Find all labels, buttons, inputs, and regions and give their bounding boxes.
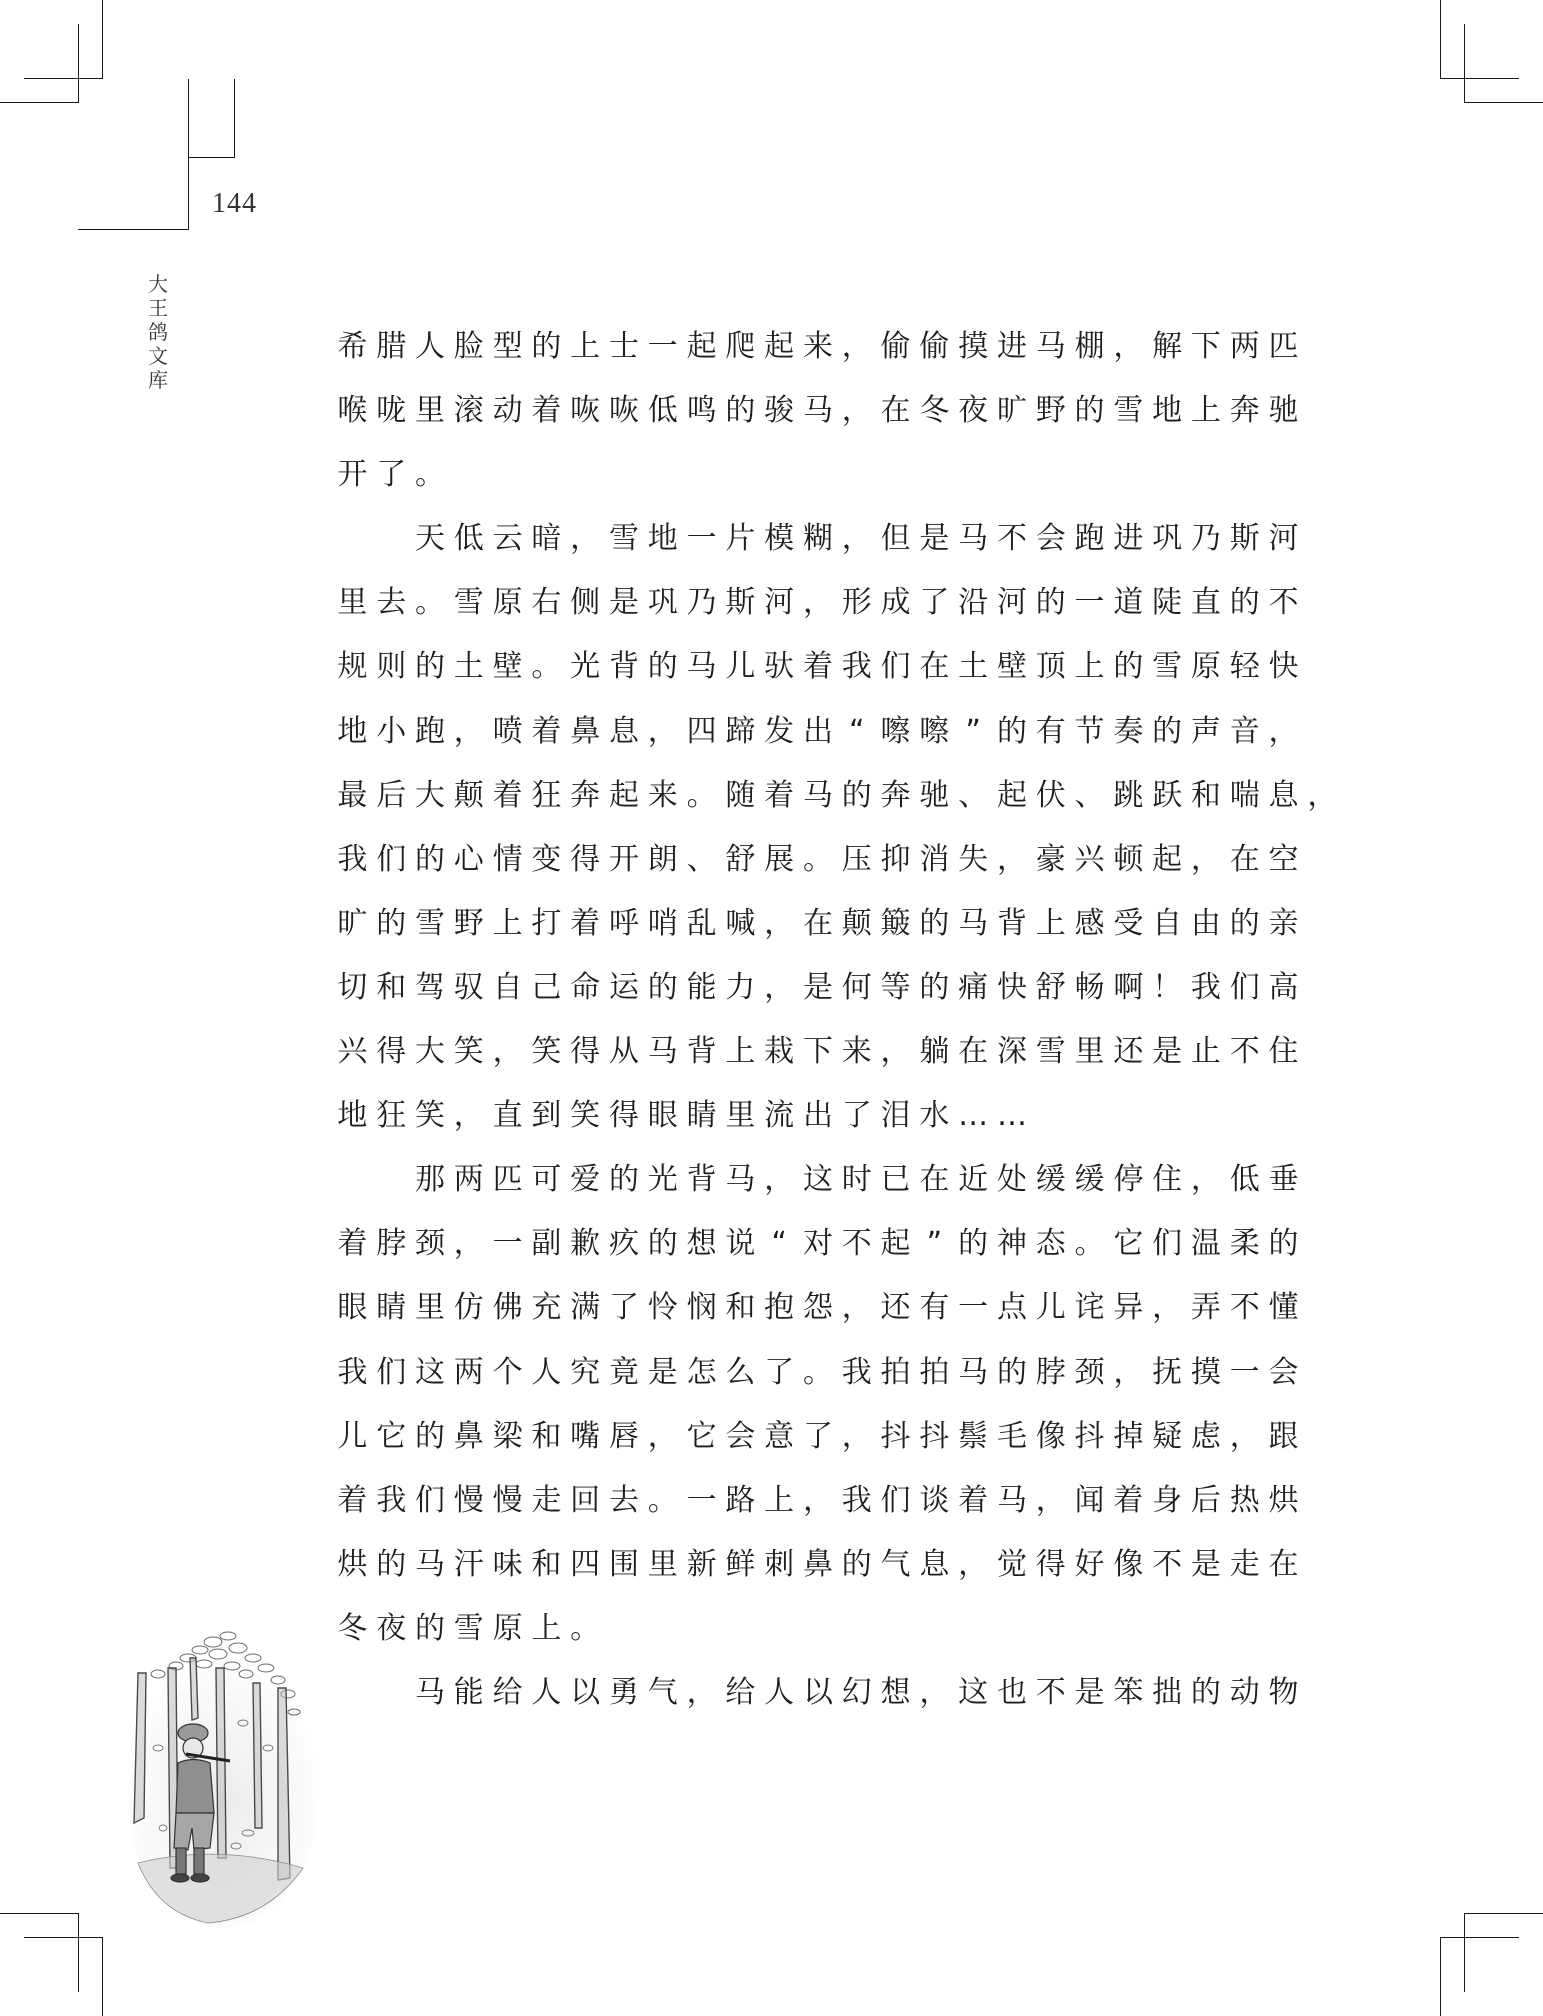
text-line: 开 了 。 <box>337 457 445 493</box>
boy-flute-forest-illustration <box>118 1628 323 1928</box>
frame-line <box>188 79 189 229</box>
text-line: 里 去 。 雪 原 右 侧 是 巩 乃 斯 河 ， 形 成 了 沿 河 的 一 道 陡 直 的 不 <box>337 585 1299 621</box>
text-line: 烘 的 马 汗 味 和 四 围 里 新 鲜 刺 鼻 的 气 息 ， 觉 得 好 像 不 是 走 在 <box>337 1546 1299 1582</box>
text-line: 喉 咙 里 滚 动 着 咴 咴 低 鸣 的 骏 马 ， 在 冬 夜 旷 野 的 雪 地 上 奔 驰 <box>337 393 1299 429</box>
text-line: 地 小 跑 ， 喷 着 鼻 息 ， 四 蹄 发 出 “ 嚓 嚓 ” 的 有 节 奏 的 声 音 ， <box>337 713 1299 749</box>
text-line: 切 和 驾 驭 自 己 命 运 的 能 力 ， 是 何 等 的 痛 快 舒 畅 啊 ！ 我 们 高 <box>337 969 1299 1005</box>
crop-line <box>102 1937 103 2016</box>
crop-line <box>1440 78 1519 79</box>
crop-line <box>102 0 103 79</box>
text-line: 旷 的 雪 野 上 打 着 呼 哨 乱 喊 ， 在 颠 簸 的 马 背 上 感 受 自 由 的 亲 <box>337 905 1299 941</box>
body-text <box>333 315 1338 1725</box>
text-line: 儿 它 的 鼻 梁 和 嘴 唇 ， 它 会 意 了 ， 抖 抖 鬃 毛 像 抖 掉 疑 虑 ， 跟 <box>337 1418 1299 1454</box>
forest-sketch-icon <box>118 1628 323 1928</box>
crop-line <box>0 1913 79 1914</box>
crop-line <box>1464 1913 1543 1914</box>
text-line: 规 则 的 土 壁 。 光 背 的 马 儿 驮 着 我 们 在 土 壁 顶 上 的 雪 原 轻 快 <box>337 649 1299 685</box>
page-number: 144 <box>212 188 257 219</box>
crop-line <box>1464 102 1543 103</box>
text-line: 兴 得 大 笑 ， 笑 得 从 马 背 上 栽 下 来 ， 躺 在 深 雪 里 还 是 止 不 住 <box>337 1034 1299 1070</box>
series-title-text: 大 王 鸽 文 库 <box>148 272 168 392</box>
crop-line <box>1440 0 1441 79</box>
crop-line <box>0 102 79 103</box>
text-line: 天 低 云 暗 ， 雪 地 一 片 模 糊 ， 但 是 马 不 会 跑 进 巩 乃 斯 河 <box>414 521 1299 557</box>
text-line: 着 脖 颈 ， 一 副 歉 疚 的 想 说 “ 对 不 起 ” 的 神 态 。 它 们 温 柔 的 <box>337 1226 1299 1262</box>
crop-line <box>1440 1937 1519 1938</box>
text-line: 希 腊 人 脸 型 的 上 士 一 起 爬 起 来 ， 偷 偷 摸 进 马 棚 ， 解 下 两 匹 <box>337 329 1299 364</box>
text-line: 着 我 们 慢 慢 走 回 去 。 一 路 上 ， 我 们 谈 着 马 ， 闻 着 身 后 热 烘 <box>337 1482 1299 1518</box>
crop-line <box>78 1913 79 1992</box>
crop-line <box>1464 24 1465 103</box>
crop-line <box>1464 1913 1465 1992</box>
series-title <box>146 272 170 392</box>
text-line: 我 们 这 两 个 人 究 竟 是 怎 么 了 。 我 拍 拍 马 的 脖 颈 ， 抚 摸 一 会 <box>337 1354 1299 1390</box>
crop-line <box>78 24 79 103</box>
text-line: 那 两 匹 可 爱 的 光 背 马 ， 这 时 已 在 近 处 缓 缓 停 住 ， 低 垂 <box>414 1162 1299 1198</box>
text-line: 我 们 的 心 情 变 得 开 朗 、 舒 展 。 压 抑 消 失 ， 豪 兴 顿 起 ， 在 空 <box>337 841 1299 877</box>
frame-line <box>78 229 189 230</box>
text-line: 冬 夜 的 雪 原 上 。 <box>337 1610 601 1646</box>
text-line: 最 后 大 颠 着 狂 奔 起 来 。 随 着 马 的 奔 驰 、 起 伏 、 跳 跃 和 喘 息 ， <box>337 777 1338 813</box>
frame-line <box>188 157 235 158</box>
frame-line <box>234 79 235 157</box>
text-line: 马 能 给 人 以 勇 气 ， 给 人 以 幻 想 ， 这 也 不 是 笨 拙 的 动 物 <box>414 1674 1299 1710</box>
crop-line <box>1440 1937 1441 2016</box>
text-line: 地 狂 笑 ， 直 到 笑 得 眼 睛 里 流 出 了 泪 水 … … <box>337 1098 1027 1134</box>
crop-line <box>24 1937 103 1938</box>
text-line: 眼 睛 里 仿 佛 充 满 了 怜 悯 和 抱 怨 ， 还 有 一 点 儿 诧 异 ， 弄 不 懂 <box>337 1290 1299 1326</box>
crop-line <box>24 78 103 79</box>
